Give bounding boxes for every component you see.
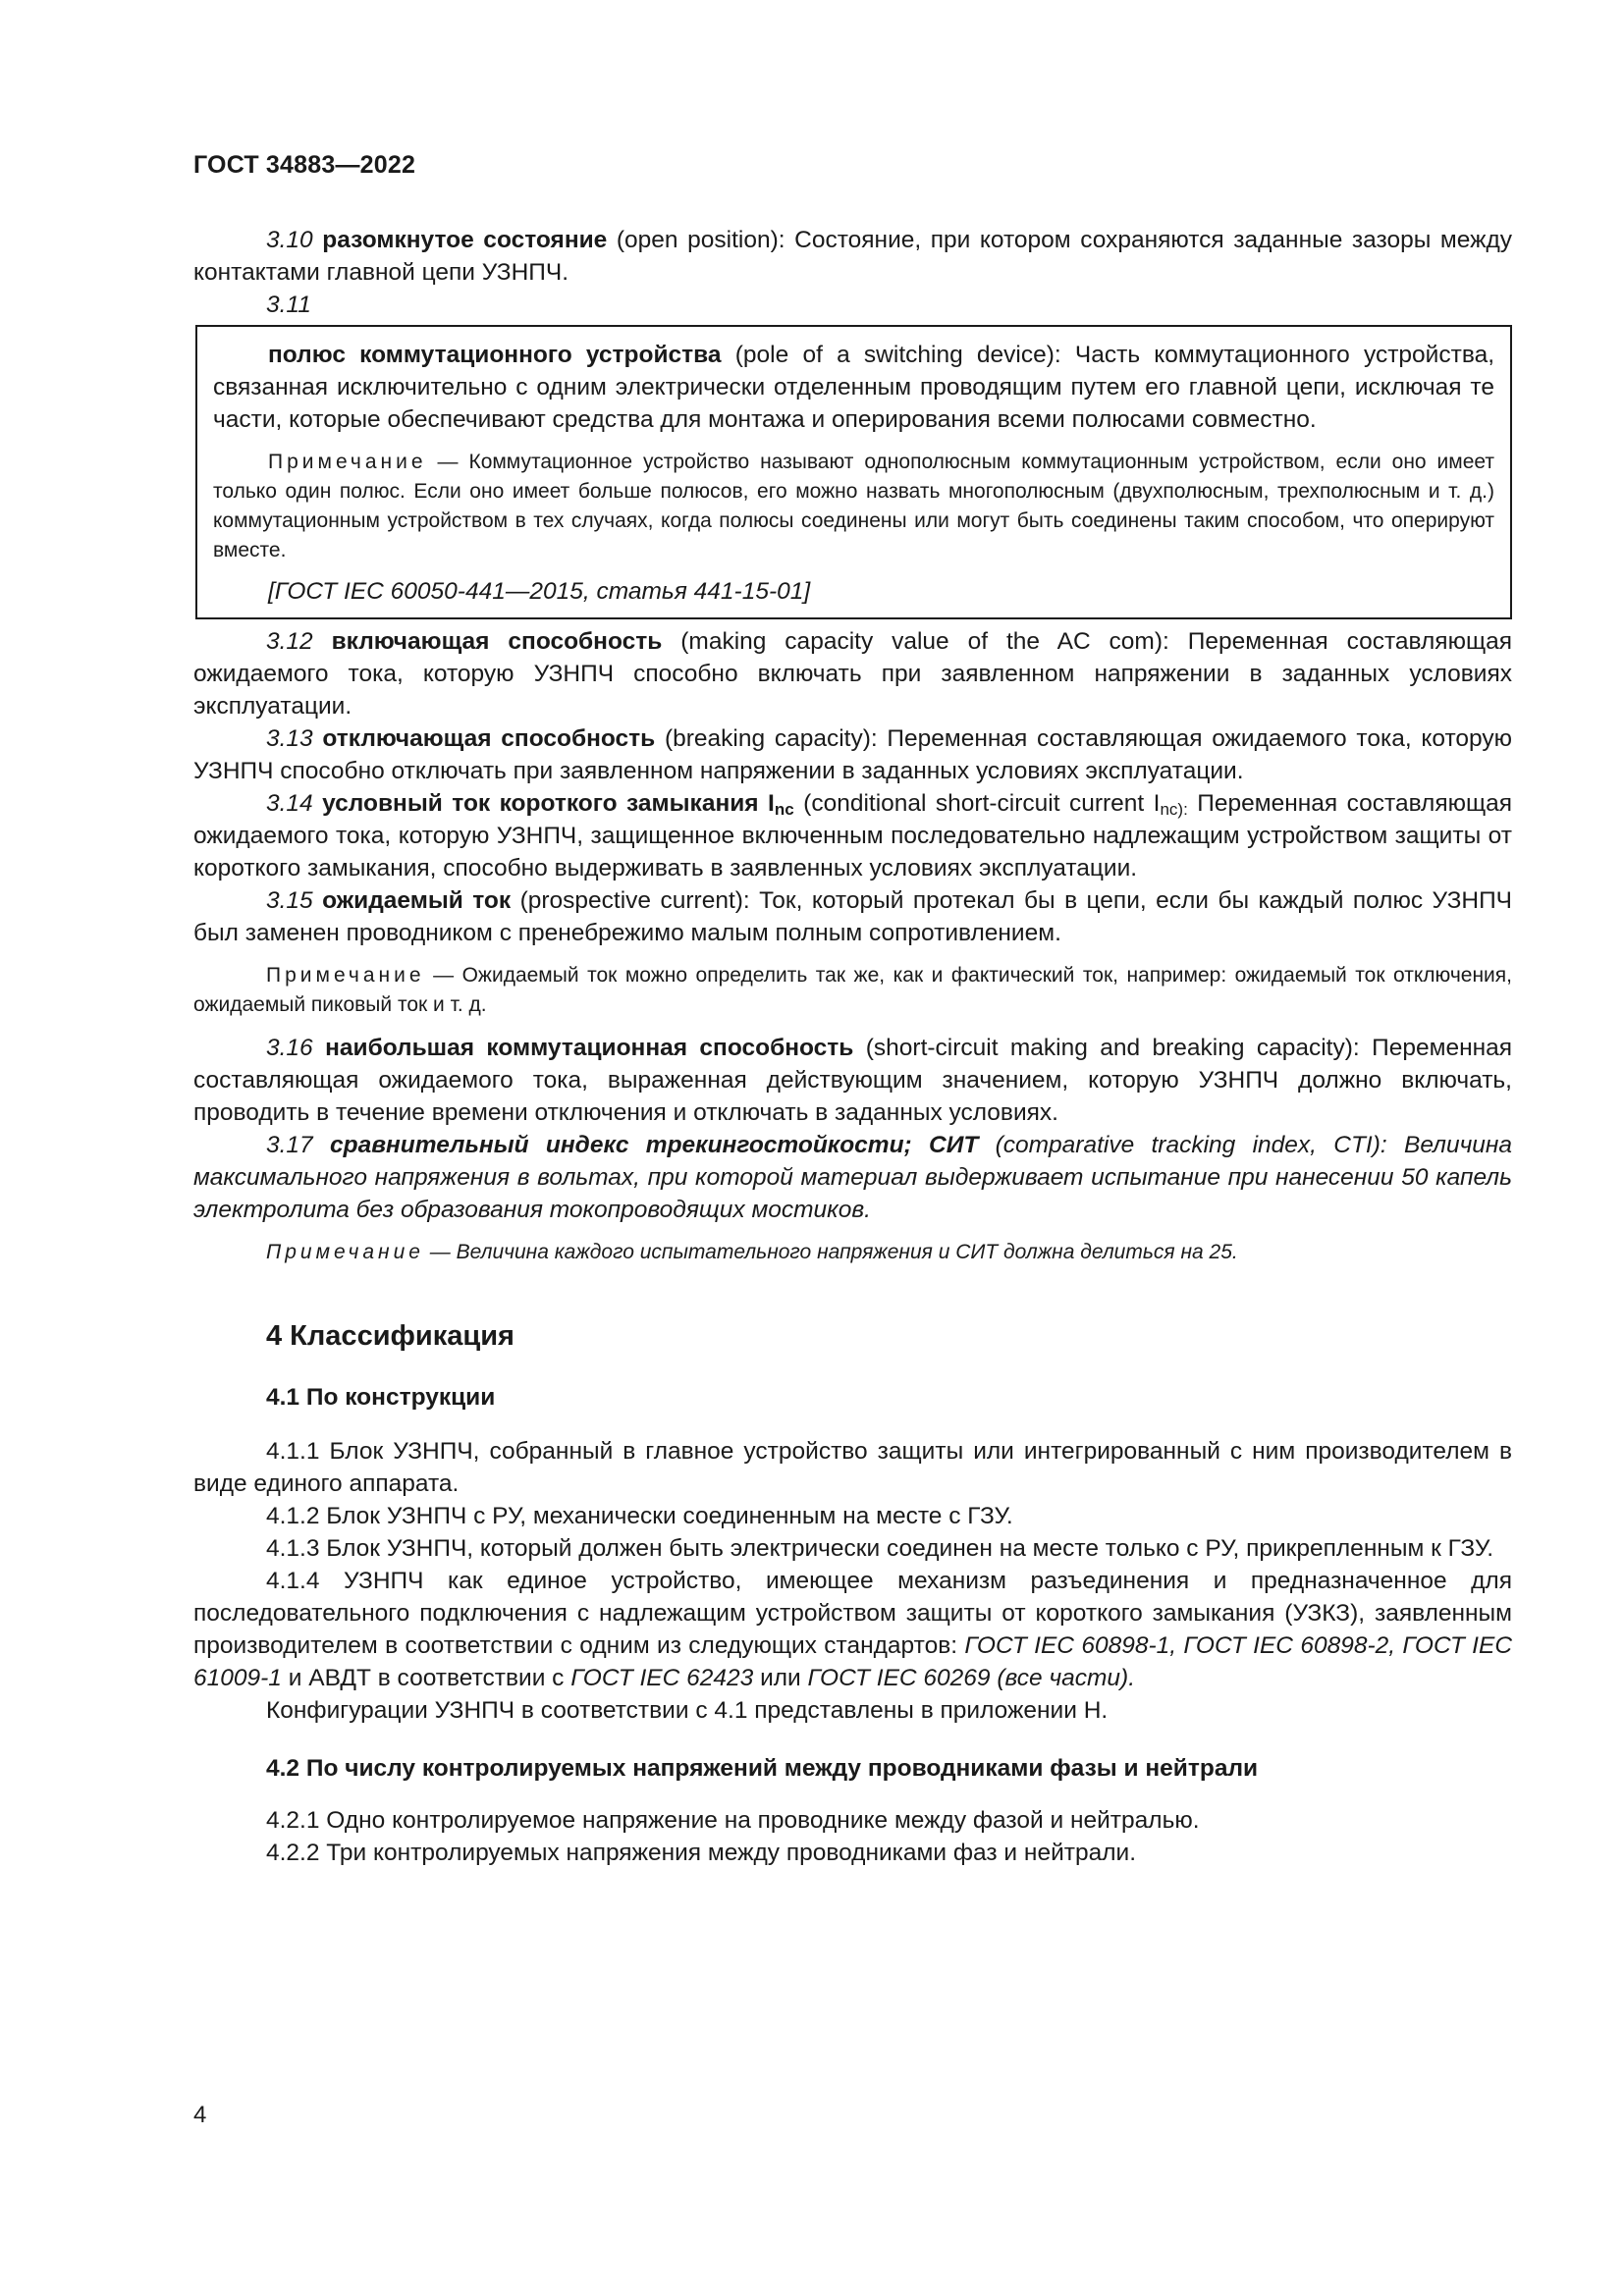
term-3-17-note: Примечание — Величина каждого испытательного напряжения и СИТ должна делиться на 25. [266,1241,1238,1263]
para-4-2-2: 4.2.2 Три контролируемых напряжения между проводниками фаз и нейтрали. [266,1840,1137,1866]
term-3-16: 3.16 наибольшая коммутационная способность (short-circuit making and breaking capacity): Переменная составляющая ожидаемого тока, выраженная действующим значением, которую УЗНПЧ должно включать, проводить в течение времени отключения и отключать в заданных условиях. [193,1035,1513,1126]
term-3-15-note: Примечание — Ожидаемый ток можно определить так же, как и фактический ток, например: ожидаемый ток отключения, ожидаемый пиковый ток и т. д. [193,964,1512,1016]
para-4-1-4: 4.1.4 УЗНПЧ как единое устройство, имеющее механизм разъединения и предназначенное для последовательного подключения с надлежащим устройством защиты от короткого замыкания (УЗКЗ), заявленным производителем в соответствии с одним из следующих стандартов: ГОСТ IEC 60898-1, ГОСТ IEC 60898-2, ГОСТ IEC 61009-1 и АВДТ в соответствии с ГОСТ IEC 62423 или ГОСТ IEC 60269 (все части). [193,1568,1513,1691]
term-3-14: 3.14 условный ток короткого замыкания $I_{nc}$ (conditional short-circuit current $I_{nc):}$ Переменная составляющая ожидаемого тока, которую УЗНПЧ, защищенное включенным последовательно надлежащим устройством защиты от короткого замыкания, способно выдерживать в заявленных условиях эксплуатации. [193,790,1513,881]
term-3-12: 3.12 включающая способность (making capacity value of the AC com): Переменная составляющая ожидаемого тока, которую УЗНПЧ способно включать при заявленном напряжении в заданных условиях эксплуатации. [193,628,1512,720]
para-4-1-1: 4.1.1 Блок УЗНПЧ, собранный в главное устройство защиты или интегрированный с ним производителем в виде единого аппарата. [193,1438,1512,1497]
para-4-1-2: 4.1.2 Блок УЗНПЧ с РУ, механически соединенным на месте с ГЗУ. [266,1503,1013,1529]
para-4-1-configs: Конфигурации УЗНПЧ в соответствии с 4.1 представлены в приложении Н. [266,1697,1109,1724]
term-3-10: 3.10 разомкнутое состояние (open position): Состояние, при котором сохраняются заданные зазоры между контактами главной цепи УЗНПЧ. [193,227,1513,286]
section-4-title: 4 Классификация [266,1320,514,1352]
section-4-2-title: 4.2 По числу контролируемых напряжений между проводниками фазы и нейтрали [266,1755,1259,1782]
term-3-11-reference: [ГОСТ IEC 60050-441—2015, статья 441-15-01] [268,578,811,605]
term-3-11-note: Примечание — Коммутационное устройство называют однополюсным коммутационным устройством, если оно имеет только один полюс. Если оно имеет больше полюсов, его можно назвать многополюсным (двухполюсным, трехполюсным и т. д.) коммутационным устройством в тех случаях, когда полюсы соединены или могут быть соединены таким способом, что оперируют вместе. [213,451,1494,561]
page-number: 4 [193,2102,207,2128]
para-4-1-3: 4.1.3 Блок УЗНПЧ, который должен быть электрически соединен на месте только с РУ, прикрепленным к ГЗУ. [266,1535,1494,1562]
term-3-17: 3.17 сравнительный индекс трекингостойкости; СИТ (comparative tracking index, CTI): Величина максимального напряжения в вольтах, при которой материал выдерживает испытание при нанесении 50 капель электролита без образования токопроводящих мостиков. [193,1132,1512,1223]
term-3-11-number: 3.11 [266,292,311,318]
page-header: ГОСТ 34883—2022 [193,151,416,179]
term-3-11-definition: полюс коммутационного устройства (pole of a switching device): Часть коммутационного устройства, связанная исключительно с одним электрически отделенным проводящим путем его главной цепи, исключая те части, которые обеспечивают средства для монтажа и оперирования всеми полюсами совместно. [213,342,1494,433]
term-3-11-frame [195,325,1512,619]
term-3-15: 3.15 ожидаемый ток (prospective current): Ток, который протекал бы в цепи, если бы каждый полюс УЗНПЧ был заменен проводником с пренебрежимо малым полным сопротивлением. [193,887,1513,946]
para-4-2-1: 4.2.1 Одно контролируемое напряжение на проводнике между фазой и нейтралью. [266,1807,1200,1834]
term-3-13: 3.13 отключающая способность (breaking capacity): Переменная составляющая ожидаемого тока, которую УЗНПЧ способно отключать при заявленном напряжении в заданных условиях эксплуатации. [193,725,1513,784]
page-content [193,224,1512,1869]
section-4-1-title: 4.1 По конструкции [266,1384,496,1411]
